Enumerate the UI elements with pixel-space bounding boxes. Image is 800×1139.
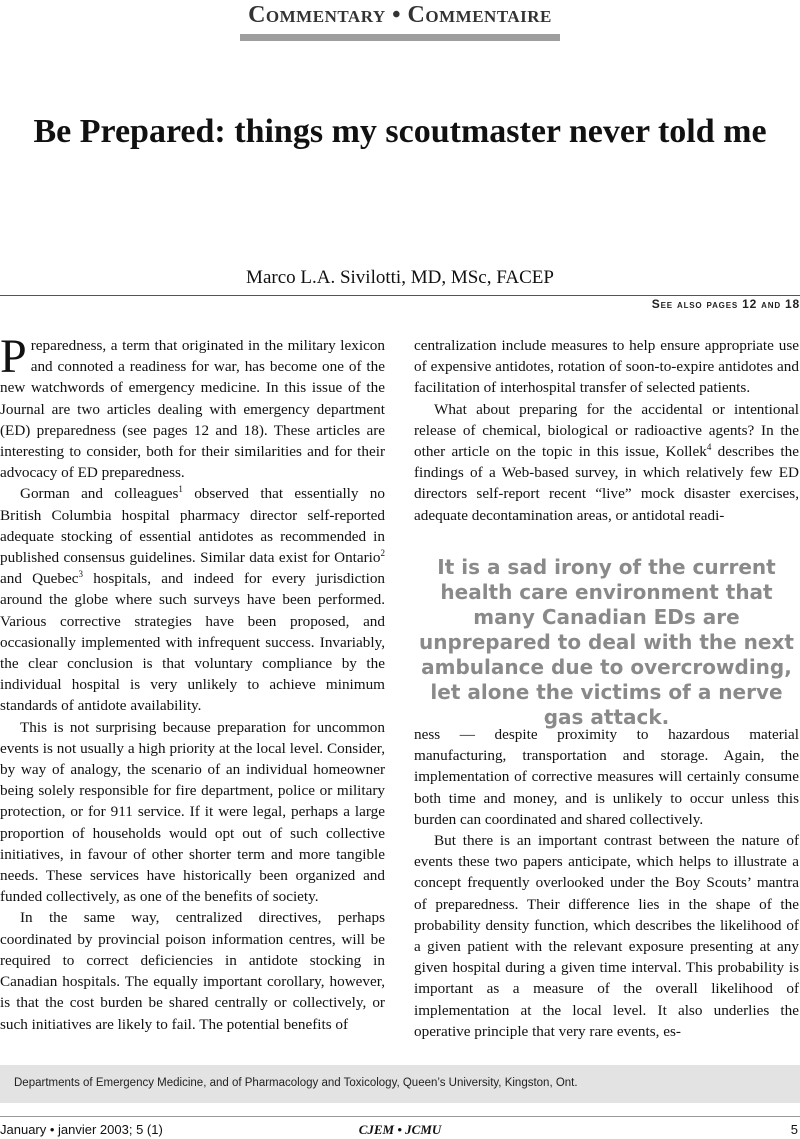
- right-column-bottom: [414, 724, 799, 1042]
- paragraph-text: describes the findings of a Web-based survey, in which relatively few ED directors self-report recent “live” mock disaster exercises, adequate decontamination areas, or antidotal readi-: [414, 443, 799, 524]
- header-rule: [240, 34, 560, 41]
- paragraph: But there is an important contrast between the nature of events these two papers anticipate, which helps to illustrate a concept frequently overlooked under the Boy Scouts’ mantra of preparedness. Their difference lies in the shape of the probability density function, which describes the likelihood of a given patient with the relevant exposure presenting at any given hospital during a given time interval. This probability is important as a measure of the overall likelihood of implementation at the local level. It also underlies the operative principle that very rare events, es-: [414, 832, 799, 1040]
- reference-marker[interactable]: 1: [178, 484, 183, 495]
- article-title: Be Prepared: things my scoutmaster never told me: [33, 113, 767, 150]
- pull-quote: It is a sad irony of the current health care environment that many Canadian EDs are unprepared to deal with the next ambulance due to overcrowding, let alone the victims of a nerve gas attack.: [419, 555, 794, 729]
- paragraph: [414, 399, 799, 526]
- affiliation-text: Departments of Emergency Medicine, and of Pharmacology and Toxicology, Queen’s University, Kingston, Ont.: [14, 1077, 578, 1089]
- paragraph: ness — despite proximity to hazardous material manufacturing, transportation and storage. Again, the implementation of corrective measures will certainly consume both time and money, and is unlikely to occur unless this burden can coordinated and shared collectively.: [414, 726, 799, 828]
- drop-cap: P: [0, 330, 27, 383]
- reference-marker[interactable]: 4: [706, 441, 712, 452]
- paragraph-text: and Quebec: [0, 570, 79, 588]
- right-column-top: [414, 335, 799, 526]
- paragraph-text: Gorman and colleagues: [20, 485, 179, 503]
- issue-info: January • janvier 2003; 5 (1): [0, 1122, 163, 1137]
- left-column: [0, 330, 386, 1035]
- author-divider: [0, 295, 800, 296]
- paragraph-text: What about preparing for the accidental or intentional release of chemical, biological or radioactive agents? In the other article on the topic in this issue, Kollek: [414, 400, 799, 461]
- journal-name: CJEM • JCMU: [358, 1122, 442, 1137]
- paragraph: [0, 330, 385, 483]
- paragraph-text: reparedness, a term that originated in the military lexicon and connoted a readiness for war, has become one of the new watchwords of emergency medicine. In this issue of the Journal are two articles dealing with emergency department (ED) preparedness (see pages 12 and 18). These articles are interesting to consider, both for their similarities and for their advocacy of ED preparedness.: [0, 337, 385, 482]
- affiliation-box: [0, 1065, 800, 1103]
- paragraph: In the same way, centralized directives, perhaps coordinated by provincial poison information centres, will be required to correct deficiencies in antidote stocking in Canadian hospitals. The equally important corollary, however, is that the cost burden be shared centrally or collectively, or such initiatives are likely to fail. The potential benefits of: [0, 909, 385, 1033]
- article-author: Marco L.A. Sivilotti, MD, MSc, FACEP: [246, 267, 554, 288]
- footer-divider: [0, 1116, 800, 1117]
- paragraph: This is not surprising because preparation for uncommon events is not usually a high priority at the local level. Consider, by way of analogy, the scenario of an individual homeowner being solely responsible for fire department, police or military protection, or for 911 service. If it were legal, perhaps a large proportion of households would opt out of such collective initiatives, in favour of other shorter term and more tangible needs. These services have historically been organized and funded collectively, as one of the benefits of society.: [0, 718, 385, 906]
- reference-marker[interactable]: 3: [78, 569, 84, 580]
- paragraph-text: observed that essentially no British Columbia hospital pharmacy director self-reported adequate stocking of essential antidotes as recommended in published consensus guidelines. Similar data exist for Ontario: [0, 485, 385, 567]
- see-also-note: See also pages 12 and 18: [651, 297, 800, 311]
- page-number: 5: [790, 1122, 798, 1137]
- paragraph: centralization include measures to help ensure appropriate use of expensive antidotes, rotation of soon-to-expire antidotes and facilitation of interhospital transfer of selected patients.: [414, 337, 799, 397]
- reference-marker[interactable]: 2: [380, 547, 385, 558]
- paragraph-text: hospitals, and indeed for every jurisdiction around the globe where such surveys have been performed. Various corrective strategies have been proposed, and occasionally implemented with infrequent success. Invariably, the clear conclusion is that voluntary compliance by the individual hospital is very unlikely to achieve minimum standards of antidote availability.: [0, 570, 386, 715]
- paragraph: [0, 483, 385, 716]
- section-header: Commentary • Commentaire: [248, 2, 552, 28]
